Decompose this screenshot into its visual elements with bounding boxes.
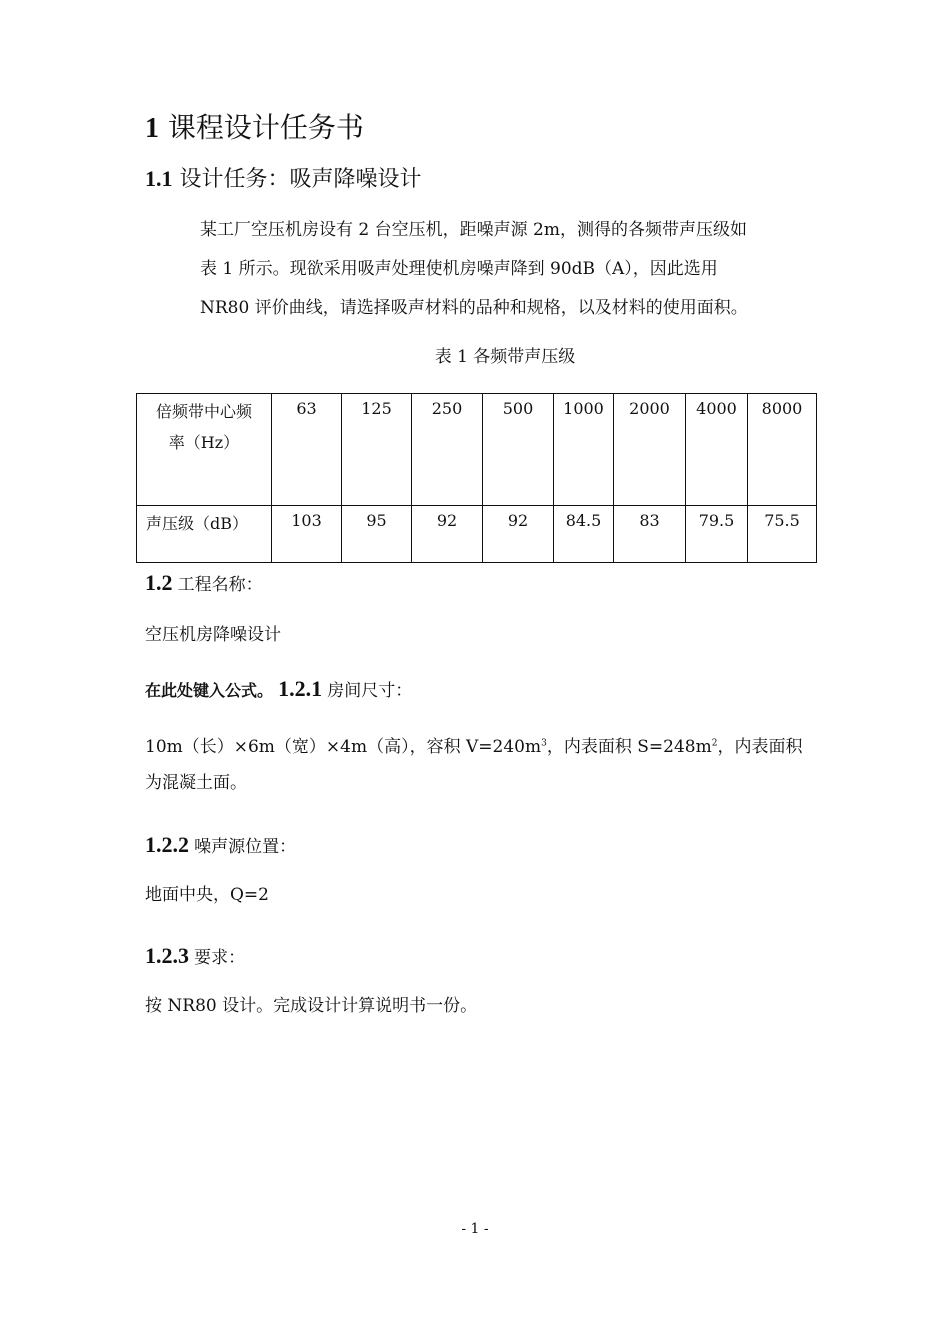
sound-pressure-table (136, 393, 817, 563)
section-number: 1.1 (145, 166, 173, 191)
table-cell: 63 (272, 394, 342, 506)
table-cell: 103 (272, 506, 342, 563)
room-dimensions-line2: 为混凝土面。 (145, 773, 247, 793)
page-title (145, 106, 364, 146)
table-cell: 500 (483, 394, 554, 506)
section-heading-1-2-3 (145, 943, 245, 969)
header-line: 率（Hz） (168, 433, 240, 452)
header-line: 倍频带中心频 (155, 402, 252, 421)
noise-source-position: 地面中央，Q=2 (145, 885, 269, 905)
table-cell: 79.5 (686, 506, 748, 563)
section-title: 要求： (194, 948, 246, 968)
table-cell: 8000 (748, 394, 817, 506)
section-title: 设计任务：吸声降噪设计 (179, 167, 422, 192)
page-number: - 1 - (461, 1221, 489, 1237)
room-dimensions-line1 (145, 732, 802, 757)
table-header-cell (137, 394, 272, 506)
text-run: ，内表面积 S=248m (546, 737, 712, 757)
table-header-cell: 声压级（dB） (137, 506, 272, 563)
text-run: ，内表面积 (717, 737, 803, 757)
text-run: 10m（长）×6m（宽）×4m（高），容积 V=240m (145, 737, 542, 757)
table-cell: 4000 (686, 394, 748, 506)
table-caption: 表 1 各频带声压级 (434, 347, 576, 367)
table-cell: 1000 (554, 394, 614, 506)
section-heading-1-2-2 (145, 832, 296, 858)
table-cell: 95 (342, 506, 412, 563)
table-cell: 125 (342, 394, 412, 506)
section-heading-1-2-1 (145, 676, 412, 702)
superscript: 3 (541, 738, 547, 749)
title-number: 1 (145, 113, 159, 144)
task-paragraph-line2: 表 1 所示。现欲采用吸声处理使机房噪声降到 90dB（A），因此选用 (200, 259, 718, 279)
table-cell: 250 (412, 394, 483, 506)
section-number: 1.2.2 (145, 832, 189, 857)
title-text: 课程设计任务书 (167, 111, 364, 144)
table-cell: 84.5 (554, 506, 614, 563)
section-heading-1-1 (145, 162, 422, 193)
table-cell: 92 (412, 506, 483, 563)
section-number: 1.2 (145, 570, 173, 595)
section-title: 房间尺寸： (327, 681, 413, 701)
section-number: 1.2.3 (145, 943, 189, 968)
table-cell: 92 (483, 506, 554, 563)
equation-placeholder[interactable]: 在此处键入公式。 (145, 683, 274, 700)
table-row (137, 394, 817, 506)
section-heading-1-2 (145, 570, 263, 596)
table-cell: 2000 (614, 394, 686, 506)
task-paragraph-line3: NR80 评价曲线，请选择吸声材料的品种和规格，以及材料的使用面积。 (200, 298, 748, 318)
task-paragraph-line1: 某工厂空压机房设有 2 台空压机，距噪声源 2m，测得的各频带声压级如 (200, 220, 747, 240)
superscript: 2 (711, 738, 718, 749)
section-title: 工程名称： (177, 575, 263, 595)
requirements: 按 NR80 设计。完成设计计算说明书一份。 (145, 996, 478, 1016)
table-cell: 75.5 (748, 506, 817, 563)
section-title: 噪声源位置： (194, 837, 297, 857)
project-name: 空压机房降噪设计 (145, 625, 281, 645)
table-cell: 83 (614, 506, 686, 563)
table-row (137, 506, 817, 563)
section-number: 1.2.1 (278, 676, 323, 701)
